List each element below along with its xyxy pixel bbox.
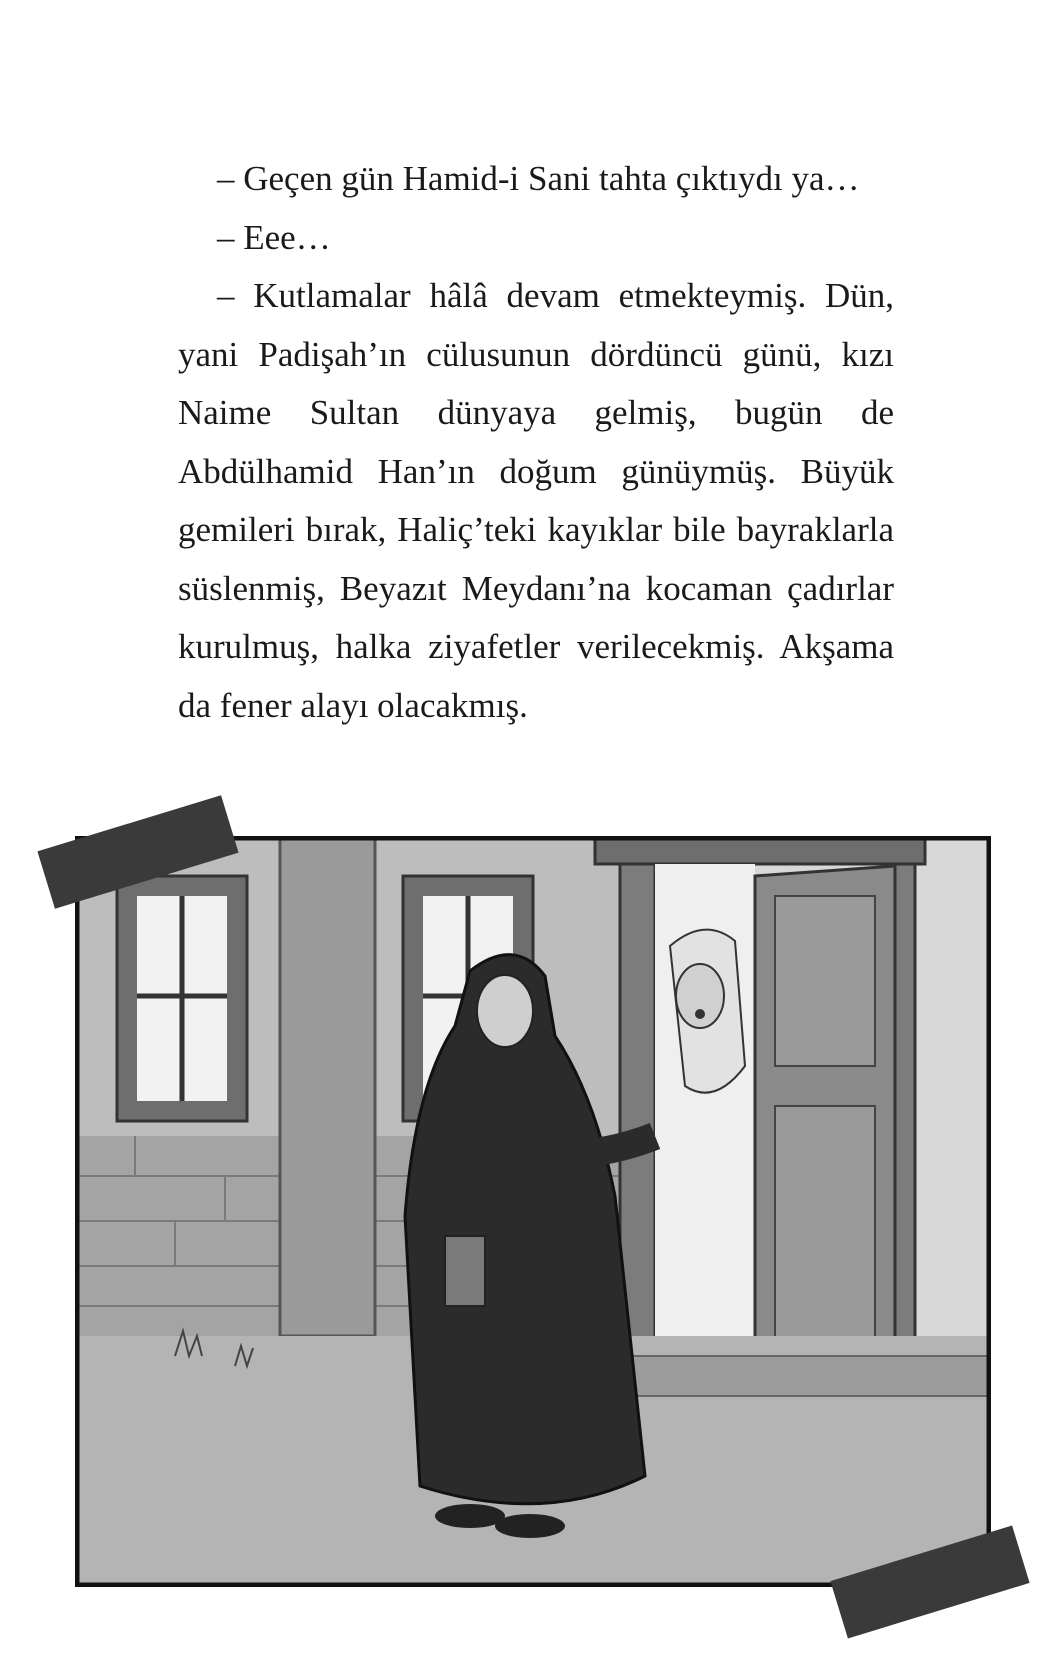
- paragraph-1: – Geçen gün Hamid-i Sani tahta çıktıydı ya…: [217, 159, 860, 198]
- paragraph-2: – Eee…: [217, 217, 331, 257]
- open-door: [755, 866, 895, 1396]
- paragraph-3: – Kutlamalar hâlâ devam etmekteymiş. Dün, yani Padişah’ın cülusunun dördüncü günü, kızı Naime Sultan dünyaya gelmiş, bugün de Abdülhamid Han’ın doğum günüymüş. Büyük gemileri bırak, Haliç’teki kayıklar bile bayraklarla süslenmiş, Beyazıt Meydanı’na kocaman çadırlar kurulmuş, halka ziyafetler verilecekmiş. Akşama da fener alayı olacakmış.: [178, 276, 894, 725]
- story-text: [178, 150, 894, 735]
- story-illustration: [75, 836, 991, 1587]
- illustration-drawing: [75, 836, 991, 1587]
- window-left: [117, 876, 247, 1121]
